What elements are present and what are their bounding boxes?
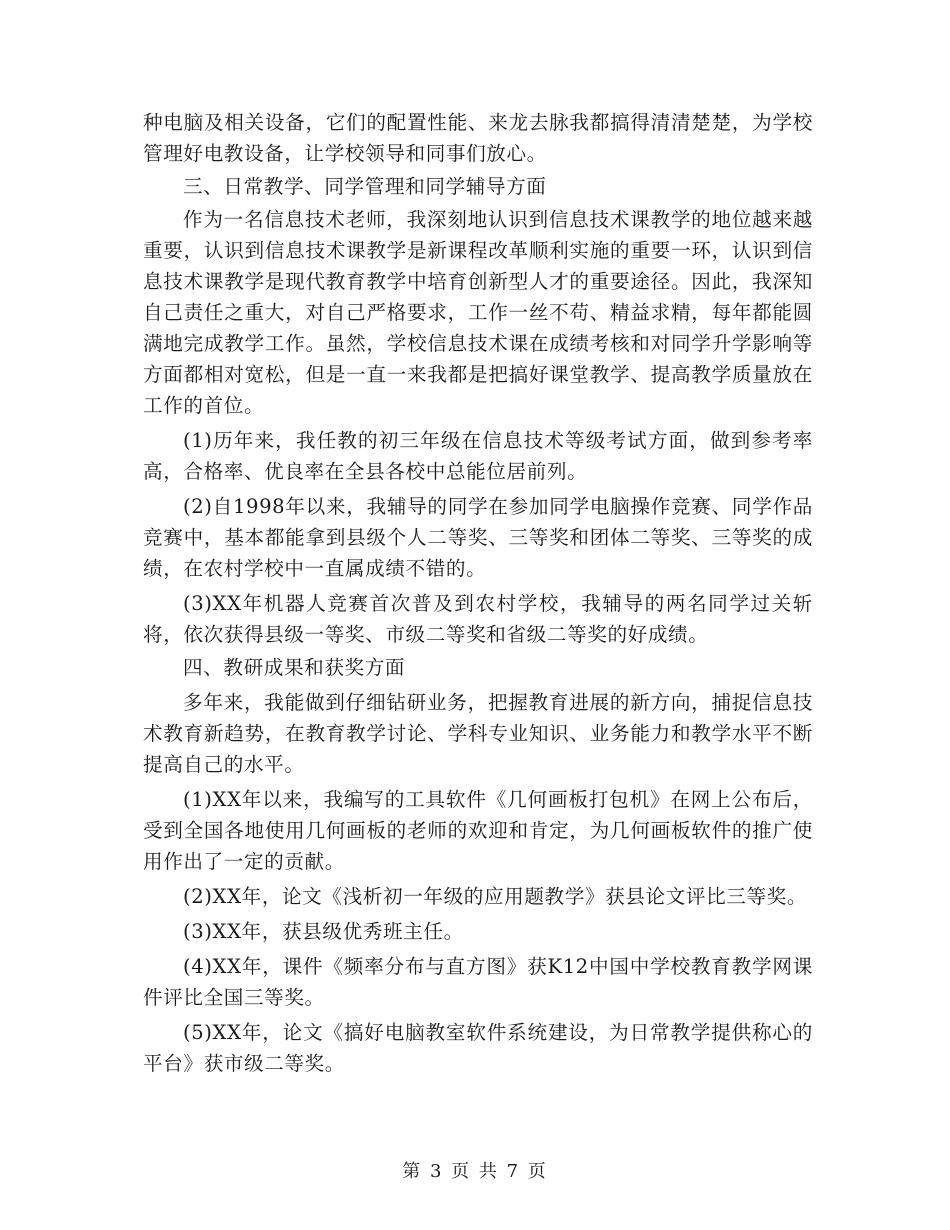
section-heading-3: 三、日常教学、同学管理和同学辅导方面 (183, 175, 547, 198)
paragraph: 作为一名信息技术老师，我深刻地认识到信息技术课教学的地位越来越重要，认识到信息技术课教学是新课程改革顺利实施的重要一环，认识到信息技术课教学是现代教育教学中培育创新型人才的重要途径。因此，我深知自己责任之重大，对自己严格要求，工作一丝不苟、精益求精，每年都能圆满地完成教学工作。虽然，学校信息技术课在成绩考核和对同学升学影响等方面都相对宽松，但是一直一来我都是把搞好课堂教学、提高教学质量放在工作的首位。 (143, 208, 813, 417)
list-item: (2)自1998年以来，我辅导的同学在参加同学电脑操作竞赛、同学作品竞赛中，基本都能拿到县级个人二等奖、三等奖和团体二等奖、三等奖的成绩，在农村学校中一直属成绩不错的。 (143, 495, 813, 580)
paragraph: 多年来，我能做到仔细钻研业务，把握教育进展的新方向，捕捉信息技术教育新趋势，在教育教学讨论、学科专业知识、业务能力和教学水平不断提高自己的水平。 (143, 691, 813, 776)
list-item: (4)XX年，课件《频率分布与直方图》获K12中国中学校教育教学网课件评比全国三等奖。 (143, 955, 813, 1009)
list-item: (1)历年来，我任教的初三年级在信息技术等级考试方面，做到参考率高，合格率、优良率在全县各校中总能位居前列。 (143, 429, 813, 483)
list-item: (3)XX年，获县级优秀班主任。 (183, 920, 464, 943)
list-item: (1)XX年以来，我编写的工具软件《几何画板打包机》在网上公布后，受到全国各地使用几何画板的老师的欢迎和肯定，为几何画板软件的推广使用作出了一定的贡献。 (143, 788, 813, 873)
page-number-footer: 第 3 页 共 7 页 (402, 1161, 548, 1182)
list-item: (2)XX年，论文《浅析初一年级的应用题教学》获县论文评比三等奖。 (183, 885, 808, 908)
section-heading-4: 四、教研成果和获奖方面 (183, 656, 406, 679)
document-body (143, 107, 813, 1079)
list-item: (5)XX年，论文《搞好电脑教室软件系统建设，为日常教学提供称心的平台》获市级二等奖。 (143, 1021, 813, 1075)
list-item: (3)XX年机器人竞赛首次普及到农村学校，我辅导的两名同学过关斩将，依次获得县级一等奖、市级二等奖和省级二等奖的好成绩。 (143, 592, 813, 646)
paragraph-continuation: 种电脑及相关设备，它们的配置性能、来龙去脉我都搞得清清楚楚，为学校管理好电教设备，让学校领导和同事们放心。 (143, 111, 813, 165)
